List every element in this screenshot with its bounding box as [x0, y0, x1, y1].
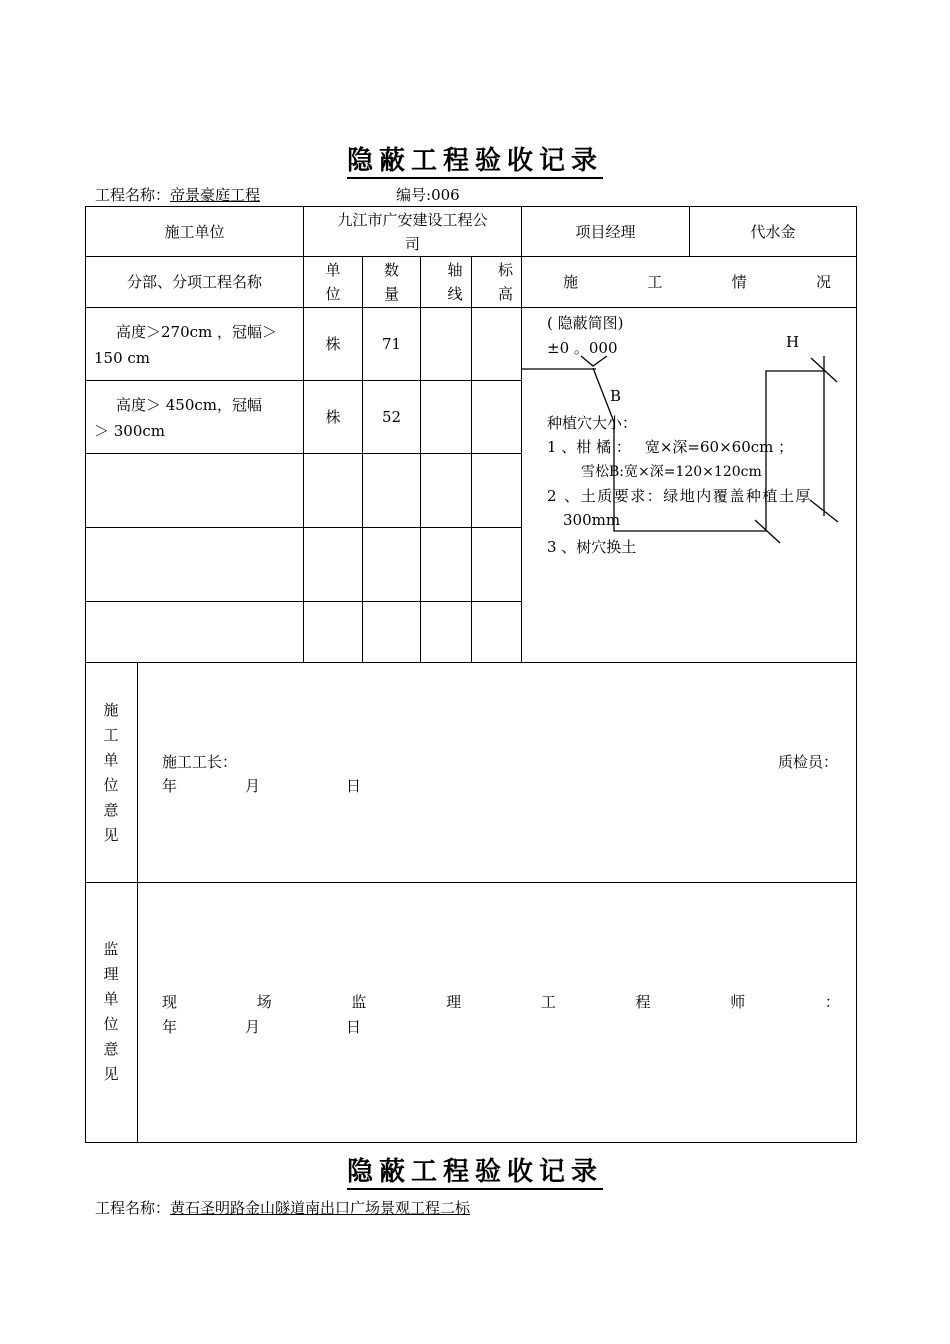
project-manager-value: 代水金	[750, 222, 796, 241]
pit-size-label: 种植穴大小：	[547, 414, 638, 432]
dimension-b-label: B	[610, 387, 622, 405]
table-row-2-qty: 52	[381, 408, 402, 426]
record-number: 编号:006	[396, 186, 460, 204]
project-manager-label: 项目经理	[575, 222, 636, 241]
table-row-2-unit: 株	[325, 408, 341, 426]
table-row-1-unit: 株	[325, 335, 341, 353]
table-row-2-name: 高度＞ 450cm，冠幅 ＞ 300cm	[94, 396, 263, 440]
contractor-opinion-label: 施 工 单 位 意 见	[103, 701, 119, 844]
record-title: 隐蔽工程验收记录	[0, 140, 950, 177]
supervisor-opinion-label: 监 理 单 位 意 见	[103, 940, 119, 1083]
diagram-label: ( 隐蔽简图)	[547, 314, 624, 332]
supervisor-date: 年 月 日	[162, 1018, 362, 1036]
note-item-2: 2 、土质要求：绿地内覆盖种植土厚	[547, 487, 812, 505]
note-item-1b: 雪松B:宽×深=120×120cm	[581, 464, 762, 480]
record-2-project-name: 黄石圣明路金山隧道南出口广场景观工程二标	[170, 1199, 471, 1217]
project-name-line: 工程名称：帝景豪庭工程	[95, 186, 261, 204]
construction-situation-header: 施 工 情 况	[563, 273, 831, 291]
note-item-1: 1 、柑 橘 ： 宽×深=60×60cm ；	[547, 438, 794, 456]
record-2-project-line: 工程名称：黄石圣明路金山隧道南出口广场景观工程二标	[95, 1199, 471, 1217]
inspector-label: 质检员：	[778, 753, 839, 771]
construction-unit-value: 九江市广安建设工程公 司	[337, 210, 488, 253]
elevation-mark: ±0 。000	[547, 339, 618, 357]
foreman-label: 施工工长：	[162, 753, 238, 771]
site-engineer-label: 现 场 监 理 工 程 师 ：	[162, 993, 840, 1011]
contractor-date: 年 月 日	[162, 777, 362, 795]
dimension-h-label: H	[786, 333, 800, 351]
project-name: 帝景豪庭工程	[170, 186, 261, 204]
note-item-2b: 300mm	[563, 511, 621, 529]
elevation-header: 标 高	[497, 261, 513, 303]
hidden-work-sketch	[0, 0, 950, 662]
quantity-header: 数 量	[383, 261, 399, 303]
table-row-1-qty: 71	[381, 335, 402, 353]
unit-header: 单 位	[325, 261, 341, 303]
construction-unit-label: 施工单位	[164, 222, 225, 241]
axis-header: 轴 线	[447, 261, 463, 303]
record-2-title: 隐蔽工程验收记录	[0, 1151, 950, 1188]
section-name-header: 分部、分项工程名称	[126, 273, 262, 291]
table-row-1-name: 高度＞270cm ，冠幅＞ 150 cm	[94, 323, 278, 367]
note-item-3: 3 、树穴换土	[547, 538, 637, 556]
